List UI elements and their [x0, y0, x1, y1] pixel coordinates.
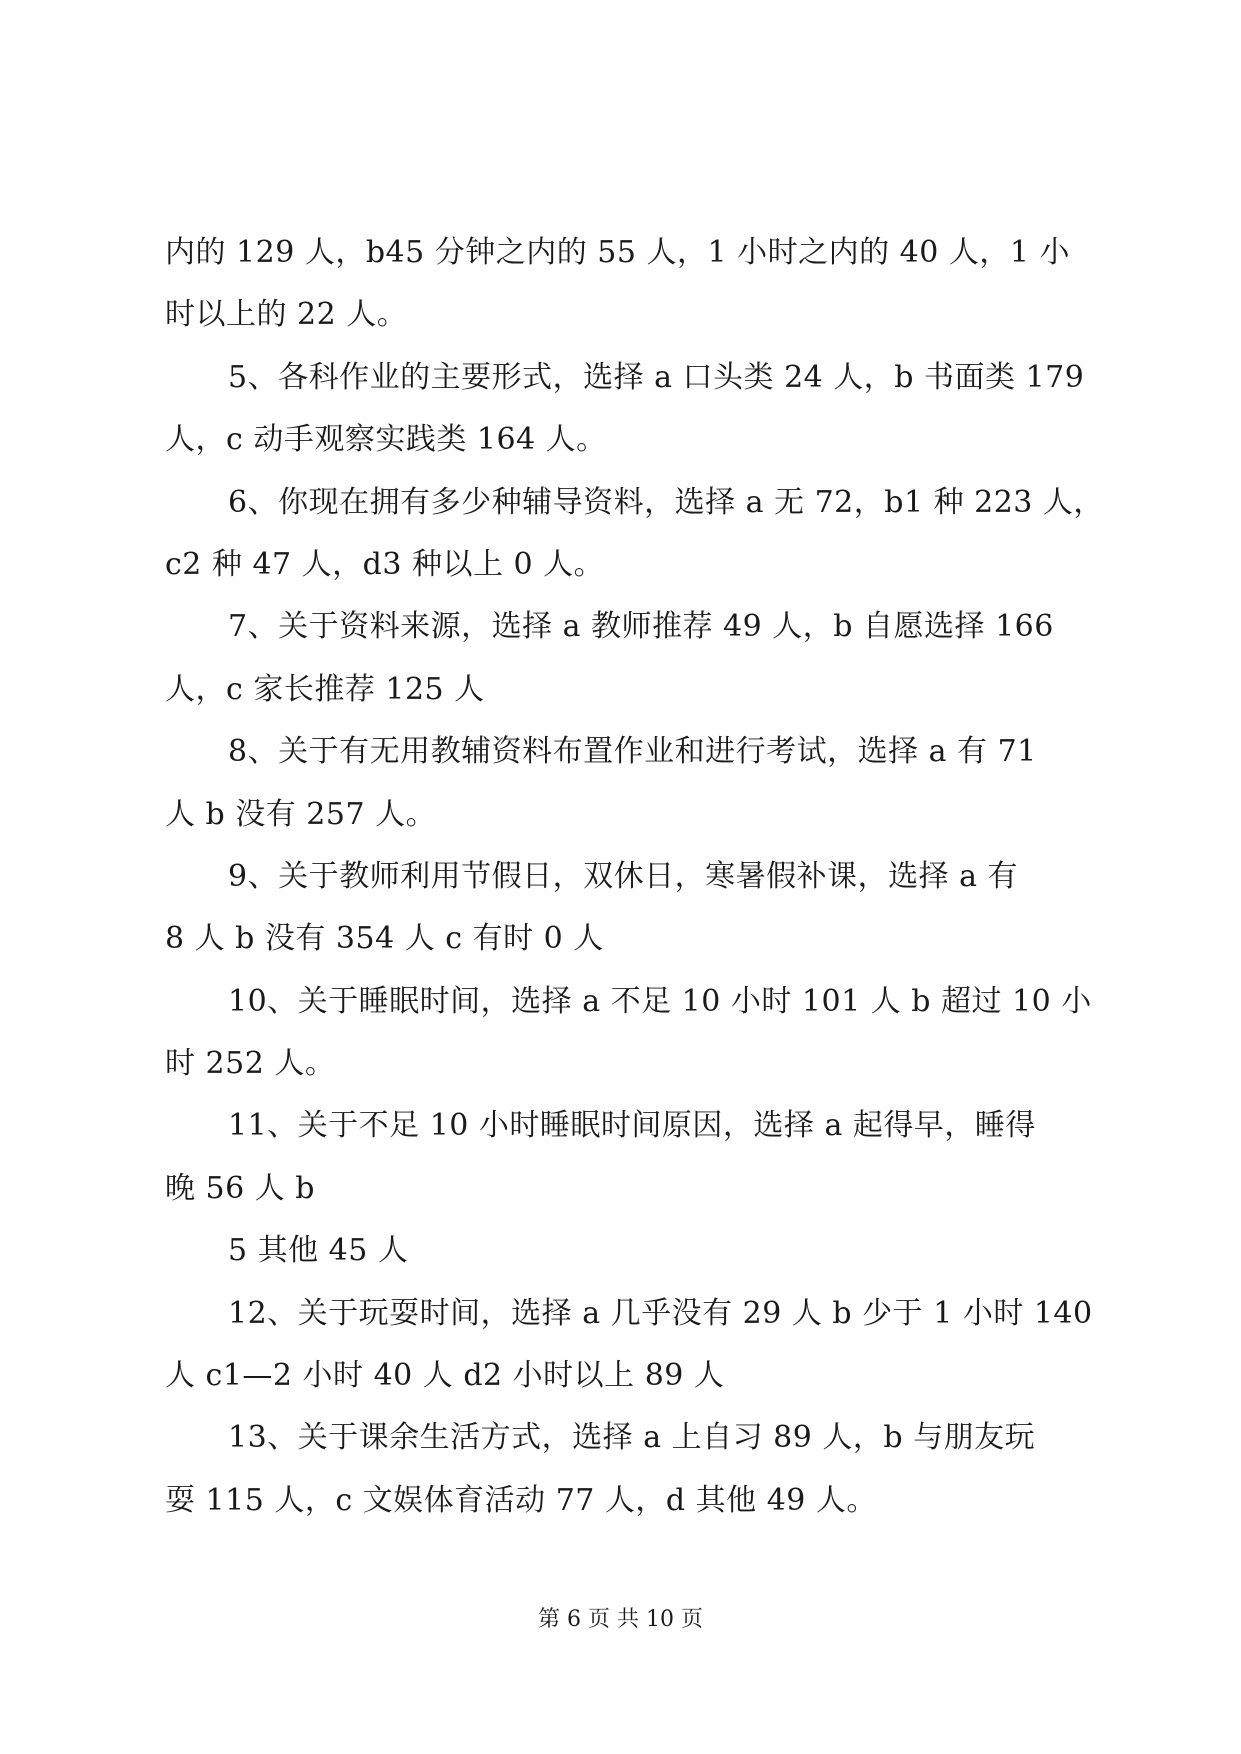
- text-line: 时 252 人。: [165, 1046, 336, 1082]
- paragraph-start-line: 7、关于资料来源，选择 a 教师推荐 49 人，b 自愿选择 166: [228, 609, 1054, 645]
- text-line: 内的 129 人，b45 分钟之内的 55 人，1 小时之内的 40 人，1 小: [165, 235, 1070, 270]
- paragraph-start-line: 5、各科作业的主要形式，选择 a 口头类 24 人，b 书面类 179: [228, 359, 1085, 395]
- text-line: 晚 56 人 b: [165, 1170, 315, 1206]
- text-line: 8 人 b 没有 354 人 c 有时 0 人: [165, 921, 604, 957]
- paragraph-start-line: 11、关于不足 10 小时睡眠时间原因，选择 a 起得早，睡得: [228, 1108, 1036, 1144]
- paragraph-start-line: 8、关于有无用教辅资料布置作业和进行考试，选择 a 有 71: [228, 734, 1037, 770]
- text-line: c2 种 47 人，d3 种以上 0 人。: [165, 546, 605, 582]
- text-line: 人 c1—2 小时 40 人 d2 小时以上 89 人: [165, 1358, 725, 1394]
- paragraph-start-line: 5 其他 45 人: [228, 1233, 409, 1269]
- paragraph-start-line: 12、关于玩耍时间，选择 a 几乎没有 29 人 b 少于 1 小时 140: [228, 1295, 1093, 1331]
- page-number-footer: 第 6 页 共 10 页: [538, 1607, 703, 1632]
- text-line: 时以上的 22 人。: [165, 297, 408, 333]
- paragraph-start-line: 13、关于课余生活方式，选择 a 上自习 89 人，b 与朋友玩: [228, 1420, 1036, 1456]
- paragraph-start-line: 10、关于睡眠时间，选择 a 不足 10 小时 101 人 b 超过 10 小: [228, 983, 1092, 1019]
- text-line: 人 b 没有 257 人。: [165, 796, 437, 832]
- paragraph-start-line: 9、关于教师利用节假日，双休日，寒暑假补课，选择 a 有: [228, 858, 1019, 894]
- text-line: 人，c 家长推荐 125 人: [165, 671, 485, 707]
- text-line: 人，c 动手观察实践类 164 人。: [165, 422, 607, 458]
- text-line: 耍 115 人，c 文娱体育活动 77 人，d 其他 49 人。: [165, 1482, 877, 1518]
- paragraph-start-line: 6、你现在拥有多少种辅导资料，选择 a 无 72，b1 种 223 人，: [228, 484, 1104, 520]
- body-text: [165, 222, 1104, 1532]
